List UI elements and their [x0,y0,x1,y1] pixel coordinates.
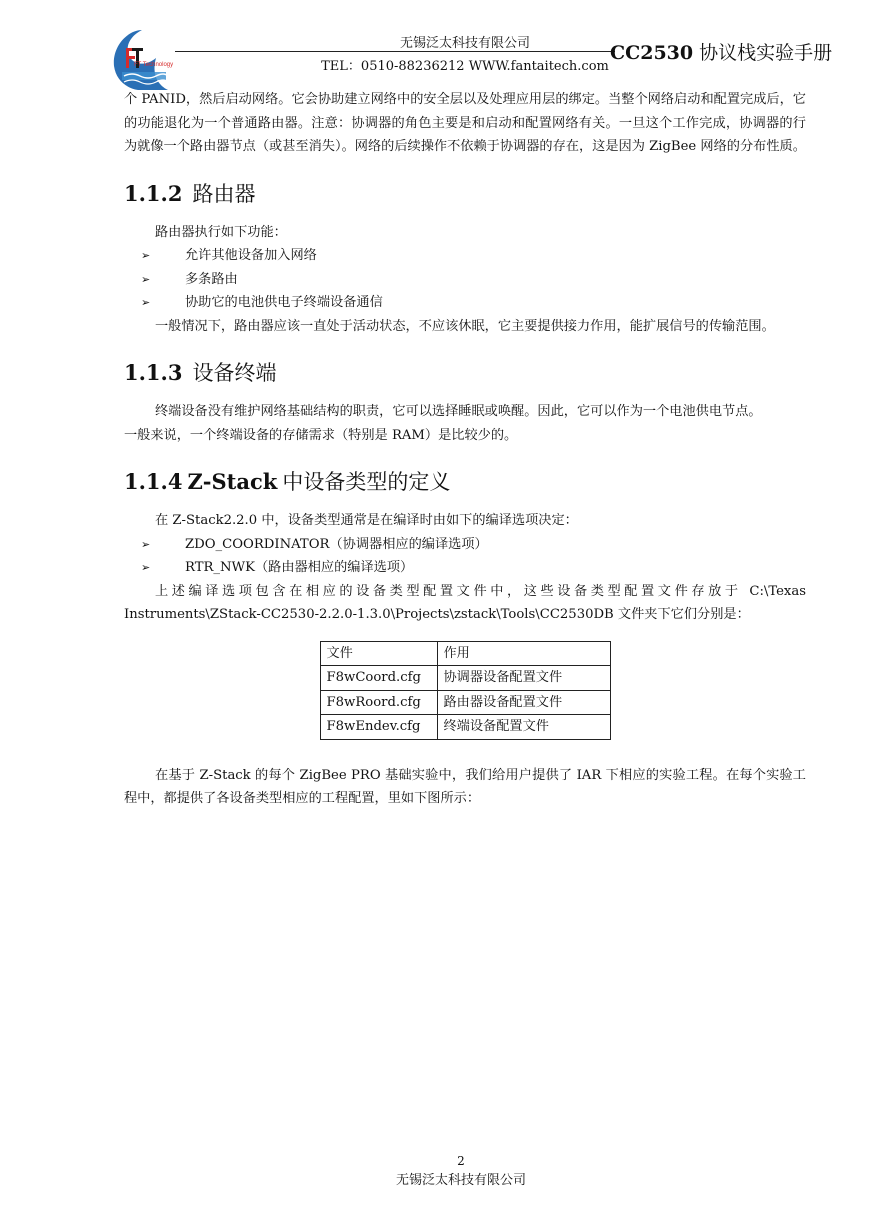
end-device-paragraph-2: 一般来说，一个终端设备的存储需求（特别是 RAM）是比较少的。 [124,427,518,443]
header-title-latin: CC2530 [610,42,694,64]
list-item [124,244,806,268]
header-company: 无锡泛太科技有限公司 [399,36,530,51]
table-header-row [320,641,610,666]
heading-number: 1.1.3 [124,360,183,385]
arrow-bullet-icon: ➢ [141,272,151,286]
arrow-bullet-icon: ➢ [141,249,151,262]
heading-title: 路由器 [192,181,256,206]
heading-title: 设备终端 [192,361,277,385]
heading-1-1-3 [124,358,806,388]
list-item-text: 协助它的电池供电子终端设备通信 [185,295,383,310]
table-row [320,690,610,715]
table-cell: F8wEndev.cfg [320,715,437,740]
list-item [124,533,806,557]
table-cell: 协调器设备配置文件 [437,666,610,691]
zstack-lead: 在 Z-Stack2.2.0 中，设备类型通常是在编译时由如下的编译选项决定： [155,513,578,528]
heading-number: 1.1.4 [124,469,183,494]
list-item [124,291,806,315]
page-content [124,88,806,811]
table-cell: F8wCoord.cfg [320,666,437,691]
arrow-bullet-icon: ➢ [141,296,151,309]
table-row [320,715,610,740]
end-device-paragraph-1: 终端设备没有维护网络基础结构的职责，它可以选择睡眠或唤醒。因此，它可以作为一个电池供电节点。 [155,404,762,419]
list-item-text: RTR_NWK（路由器相应的编译选项） [185,560,414,575]
table-cell: 路由器设备配置文件 [437,690,610,715]
config-table-wrapper [124,641,806,740]
iar-paragraph: 在基于 Z-Stack 的每个 ZigBee PRO 基础实验中，我们给用户提供了 IAR 下相应的实验工程。在每个实验工程中，都提供了各设备类型相应的工程配置，里如下图所示： [124,767,806,806]
header-manual-title [610,38,832,65]
page-number: 2 [457,1154,465,1168]
heading-number: 1.1.2 [124,180,183,206]
table-row [320,666,610,691]
heading-1-1-4 [124,467,806,497]
router-paragraph: 一般情况下，路由器应该一直处于活动状态，不应该休眠，它主要提供接力作用，能扩展信号的传输范围。 [155,318,775,334]
list-item-text: ZDO_COORDINATOR（协调器相应的编译选项） [185,536,488,552]
logo-wordmark: FT Technology [134,62,174,68]
list-item [124,556,806,580]
table-header-cell: 作用 [437,641,610,666]
table-cell: F8wRoord.cfg [320,690,437,715]
config-files-paragraph: 上述编译选项包含在相应的设备类型配置文件中，这些设备类型配置文件存放于 C:\Texas Instruments\ZStack-CC2530-2.2.0-1.3.0\Projects\zstack\Tools\CC2530DB 文件夹下它们分别是： [124,583,806,622]
config-file-table [320,641,611,740]
header-title-cn: 协议栈实验手册 [693,42,833,64]
arrow-bullet-icon: ➢ [141,537,151,551]
table-header-cell: 文件 [320,641,437,666]
header-contact: TEL：0510-88236212 WWW.fantaitech.com [321,59,609,74]
list-item-text: 多条路由 [185,271,238,287]
list-item-text: 允许其他设备加入网络 [185,248,317,263]
list-item [124,268,806,292]
arrow-bullet-icon: ➢ [141,561,151,574]
footer-company: 无锡泛太科技有限公司 [395,1173,526,1188]
header-rule [175,51,615,52]
intro-paragraph: 个 PANID，然后启动网络。它会协助建立网络中的安全层以及处理应用层的绑定。当整个网络启动和配置完成后，它的功能退化为一个普通路由器。注意：协调器的角色主要是和启动和配置网络有关。一旦这个工作完成，协调器的行为就像一个路由器节点（或甚至消失）。网络的后续操作不依赖于协调器的存在，这是因为 ZigBee 网络的分布性质。 [124,92,806,154]
heading-title-latin: Z-Stack [187,469,278,494]
table-cell: 终端设备配置文件 [437,715,610,740]
router-lead: 路由器执行如下功能： [155,224,287,240]
heading-1-1-2 [124,179,806,209]
heading-title-cn: 中设备类型的定义 [282,470,451,494]
